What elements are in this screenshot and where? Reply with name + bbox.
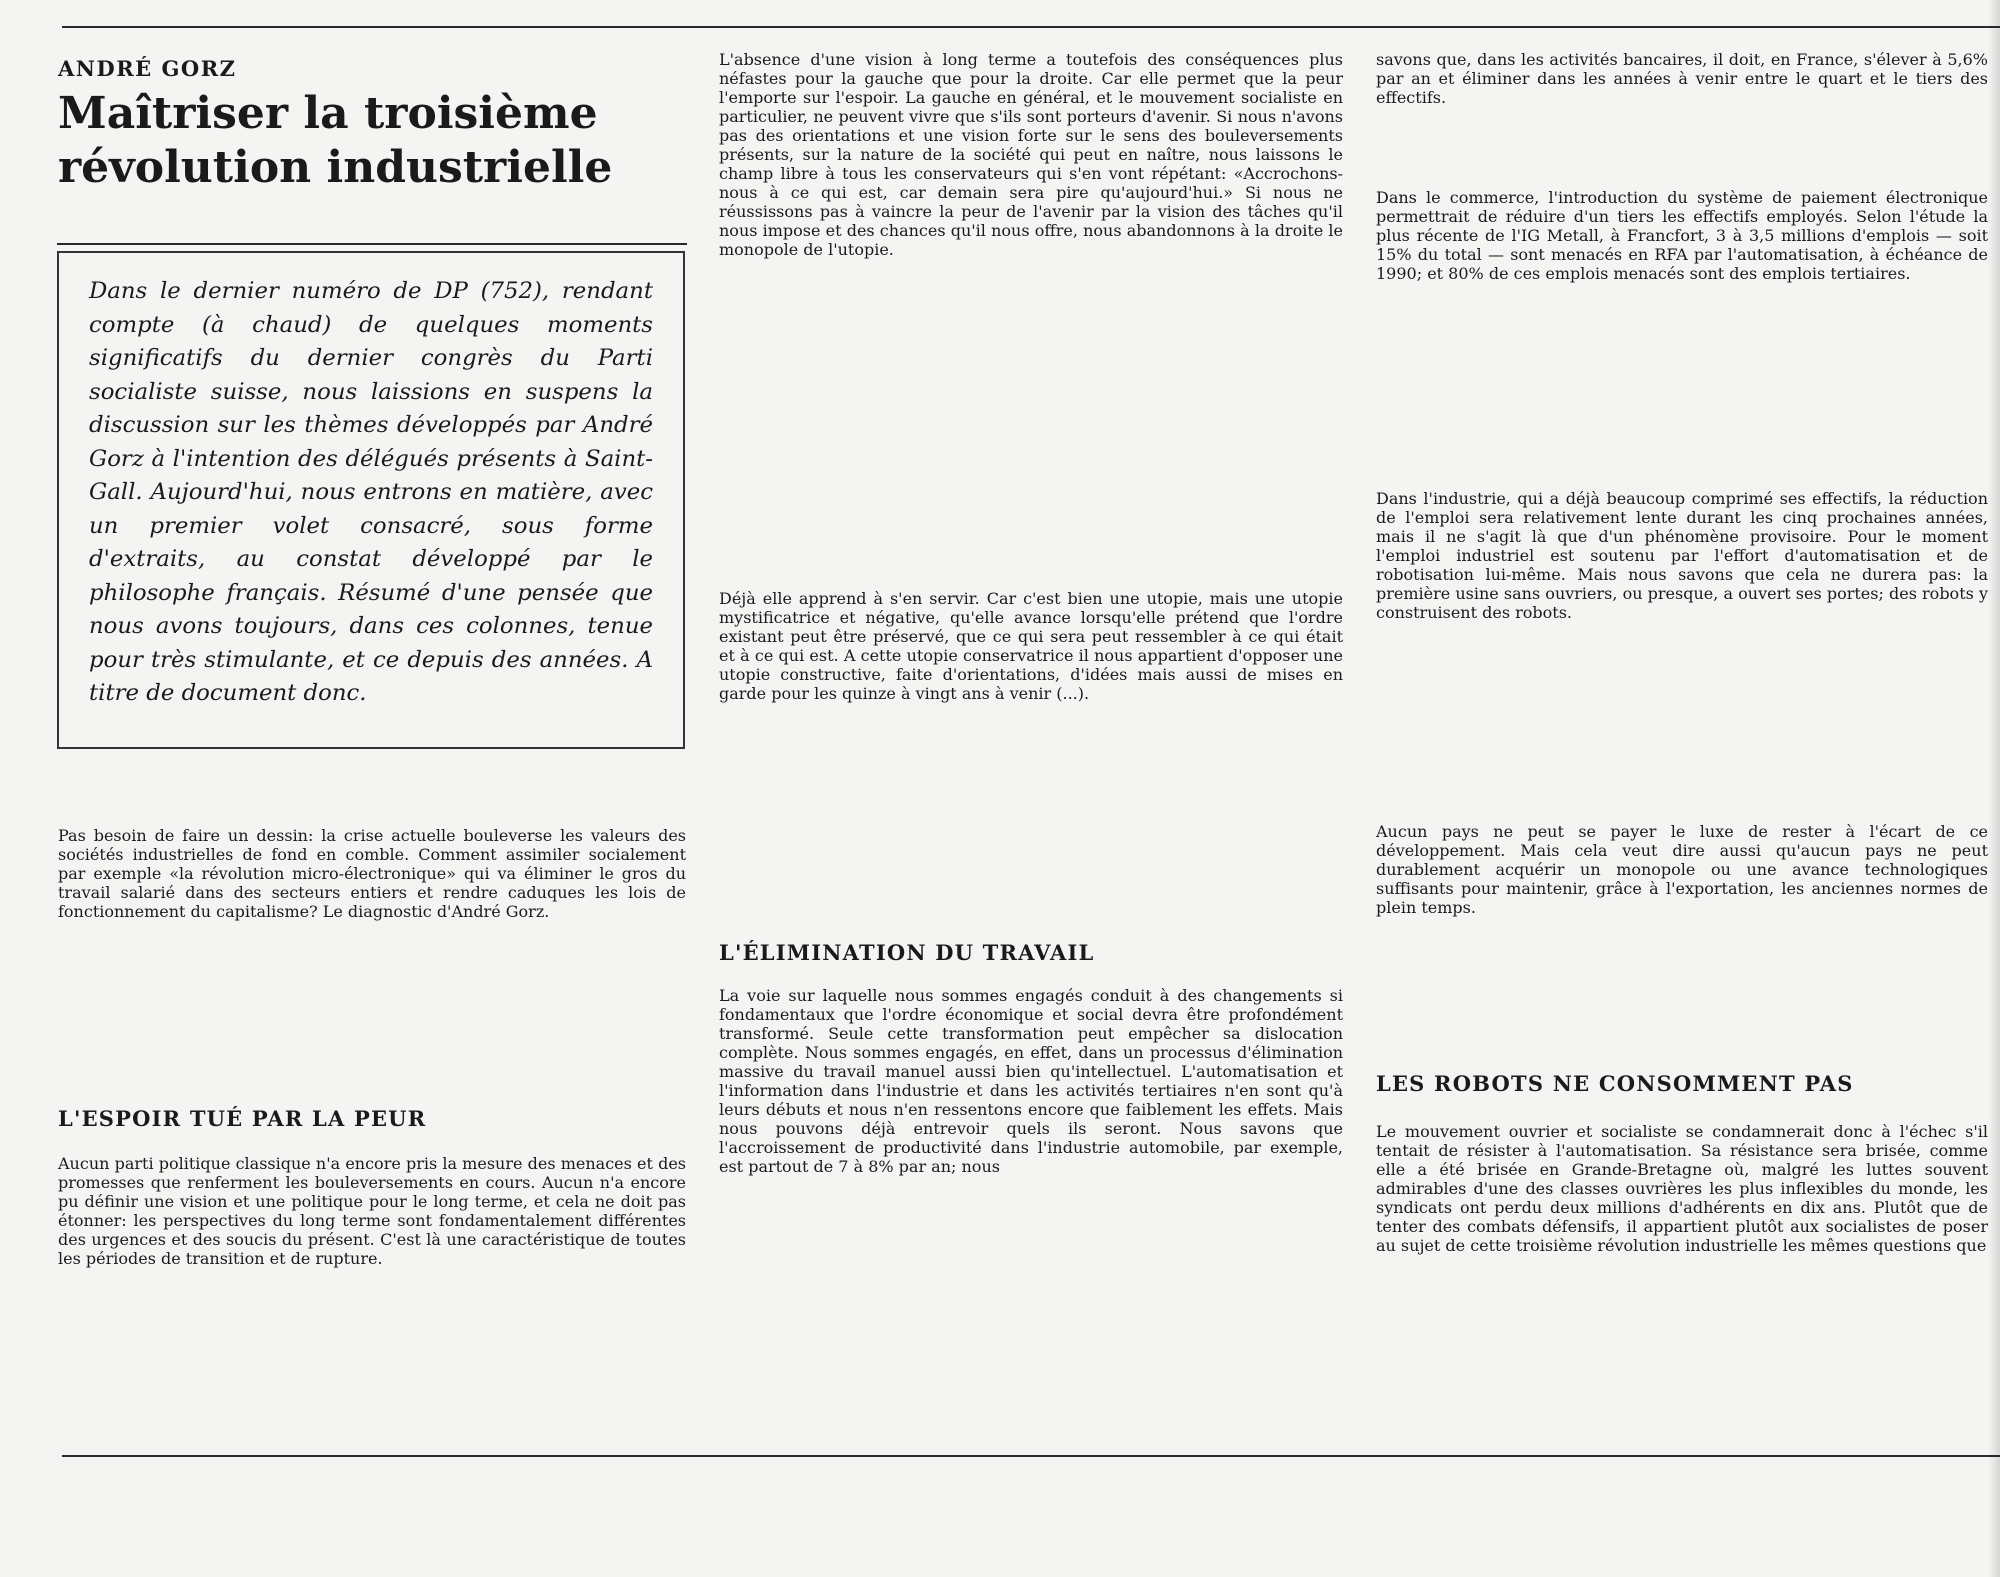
section-heading-espoir: L'ESPOIR TUÉ PAR LA PEUR — [58, 1106, 427, 1131]
author-byline: ANDRÉ GORZ — [58, 56, 237, 81]
column2-paragraph-2: Déjà elle apprend à s'en servir. Car c'est bien une utopie, mais une utopie mystificatrice et négative, qu'elle avance lorsqu'elle prétend que l'ordre existant peut être préservé, que ce qui sera peut ressembler à ce qui était et à ce qui est. A cette utopie conservatrice il nous appartient d'opposer une utopie constructive, faite d'orientations, d'idées mais aussi de mises en garde pour les quinze à vingt ans à venir (...). — [719, 589, 1343, 703]
article-title-line-1: Maîtriser la troisième — [58, 88, 598, 139]
article-header — [58, 50, 686, 195]
column2-paragraph-3: La voie sur laquelle nous sommes engagés conduit à des changements si fondamentaux que l'ordre économique et social devra être profondément transformé. Seule cette transformation peut empêcher sa dislocation complète. Nous sommes engagés, en effet, dans un processus d'élimination massive du travail manuel aussi bien qu'intellectuel. L'automatisation et l'information dans l'industrie et dans les activités tertiaires n'en sont qu'à leurs débuts et nous n'en ressentons encore que faiblement les effets. Mais nous pouvons déjà entrevoir quels ils seront. Nous savons que l'accroissement de productivité dans l'industrie automobile, par exemple, est partout de 7 à 8% par an; nous — [719, 986, 1343, 1176]
column3-paragraph-1: savons que, dans les activités bancaires, il doit, en France, s'élever à 5,6% par an et éliminer dans les années à venir entre le quart et le tiers des effectifs. — [1376, 50, 1988, 107]
column3-paragraph-5: Le mouvement ouvrier et socialiste se condamnerait donc à l'échec s'il tentait de résister à l'automatisation. Sa résistance sera brisée, comme elle a été brisée en Grande-Bretagne où, malgré les luttes souvent admirables d'une des classes ouvrières les plus inflexibles du monde, les syndicats ont perdu deux millions d'adhérents en dix ans. Plutôt que de tenter des combats défensifs, il appartient plutôt aux socialistes de poser au sujet de cette troisième révolution industrielle les mêmes questions que — [1376, 1122, 1988, 1255]
column1-paragraph-1: Pas besoin de faire un dessin: la crise actuelle bouleverse les valeurs des sociétés industrielles de fond en comble. Comment assimiler socialement par exemple «la révolution micro-électronique» qui va éliminer le gros du travail salarié dans des secteurs entiers et rendre caduques les lois de fonctionnement du capitalisme? Le diagnostic d'André Gorz. — [58, 826, 686, 921]
article-title-line-2: révolution industrielle — [58, 142, 613, 193]
intro-text: Dans le dernier numéro de DP (752), rendant compte (à chaud) de quelques moments significatifs du dernier congrès du Parti socialiste suisse, nous laissions en suspens la discussion sur les thèmes développés par André Gorz à l'intention des délégués présents à Saint-Gall. Aujourd'hui, nous entrons en matière, avec un premier volet consacré, sous forme d'extraits, au constat développé par le philosophe français. Résumé d'une pensée que nous avons toujours, dans ces colonnes, tenue pour très stimulante, et ce depuis des années. A titre de document donc. — [89, 278, 653, 706]
top-rule — [62, 26, 2000, 28]
section-heading-elimination: L'ÉLIMINATION DU TRAVAIL — [719, 940, 1095, 965]
column1-paragraph-2: Aucun parti politique classique n'a encore pris la mesure des menaces et des promesses que renferment les bouleversements en cours. Aucun n'a encore pu définir une vision et une politique pour le long terme, et cela ne doit pas étonner: les perspectives du long terme sont fondamentalement différentes des urgences et des soucis du présent. C'est là une caractéristique de toutes les périodes de transition et de rupture. — [58, 1154, 686, 1268]
intro-box — [57, 251, 685, 749]
bottom-rule — [62, 1455, 2000, 1457]
page-binding-shadow — [1988, 0, 2000, 1577]
column3-paragraph-2: Dans le commerce, l'introduction du système de paiement électronique permettrait de réduire d'un tiers les effectifs employés. Selon l'étude la plus récente de l'IG Metall, à Francfort, 3 à 3,5 millions d'emplois — soit 15% du total — sont menacés en RFA par l'automatisation, à échéance de 1990; et 80% de ces emplois menacés sont des emplois tertiaires. — [1376, 188, 1988, 283]
header-rule — [57, 243, 687, 245]
column3-paragraph-3: Dans l'industrie, qui a déjà beaucoup comprimé ses effectifs, la réduction de l'emploi sera relativement lente durant les cinq prochaines années, mais il ne s'agit là que d'un phénomène provisoire. Pour le moment l'emploi industriel est soutenu par l'effort d'automatisation et de robotisation lui-même. Mais nous savons que cela ne durera pas: la première usine sans ouvriers, ou presque, a ouvert ses portes; des robots y construisent des robots. — [1376, 489, 1988, 622]
section-heading-robots: LES ROBOTS NE CONSOMMENT PAS — [1376, 1071, 1854, 1096]
column2-paragraph-1: L'absence d'une vision à long terme a toutefois des conséquences plus néfastes pour la gauche que pour la droite. Car elle permet que la peur l'emporte sur l'espoir. La gauche en général, et le mouvement socialiste en particulier, ne peuvent vivre que s'ils sont porteurs d'avenir. Si nous n'avons pas des orientations et une vision forte sur le sens des bouleversements présents, sur la nature de la société qui peut en naître, nous laissons le champ libre à tous les conservateurs qui s'en vont répétant: «Accrochons-nous à ce qui est, car demain sera pire qu'aujourd'hui.» Si nous ne réussissons pas à vaincre la peur de l'avenir par la vision des tâches qu'il nous impose et des chances qu'il nous offre, nous abandonnons à la droite le monopole de l'utopie. — [719, 50, 1343, 259]
column3-paragraph-4: Aucun pays ne peut se payer le luxe de rester à l'écart de ce développement. Mais cela veut dire aussi qu'aucun pays ne peut durablement acquérir un monopole ou une avance technologiques suffisants pour maintenir, grâce à l'exportation, les anciennes normes de plein temps. — [1376, 822, 1988, 917]
